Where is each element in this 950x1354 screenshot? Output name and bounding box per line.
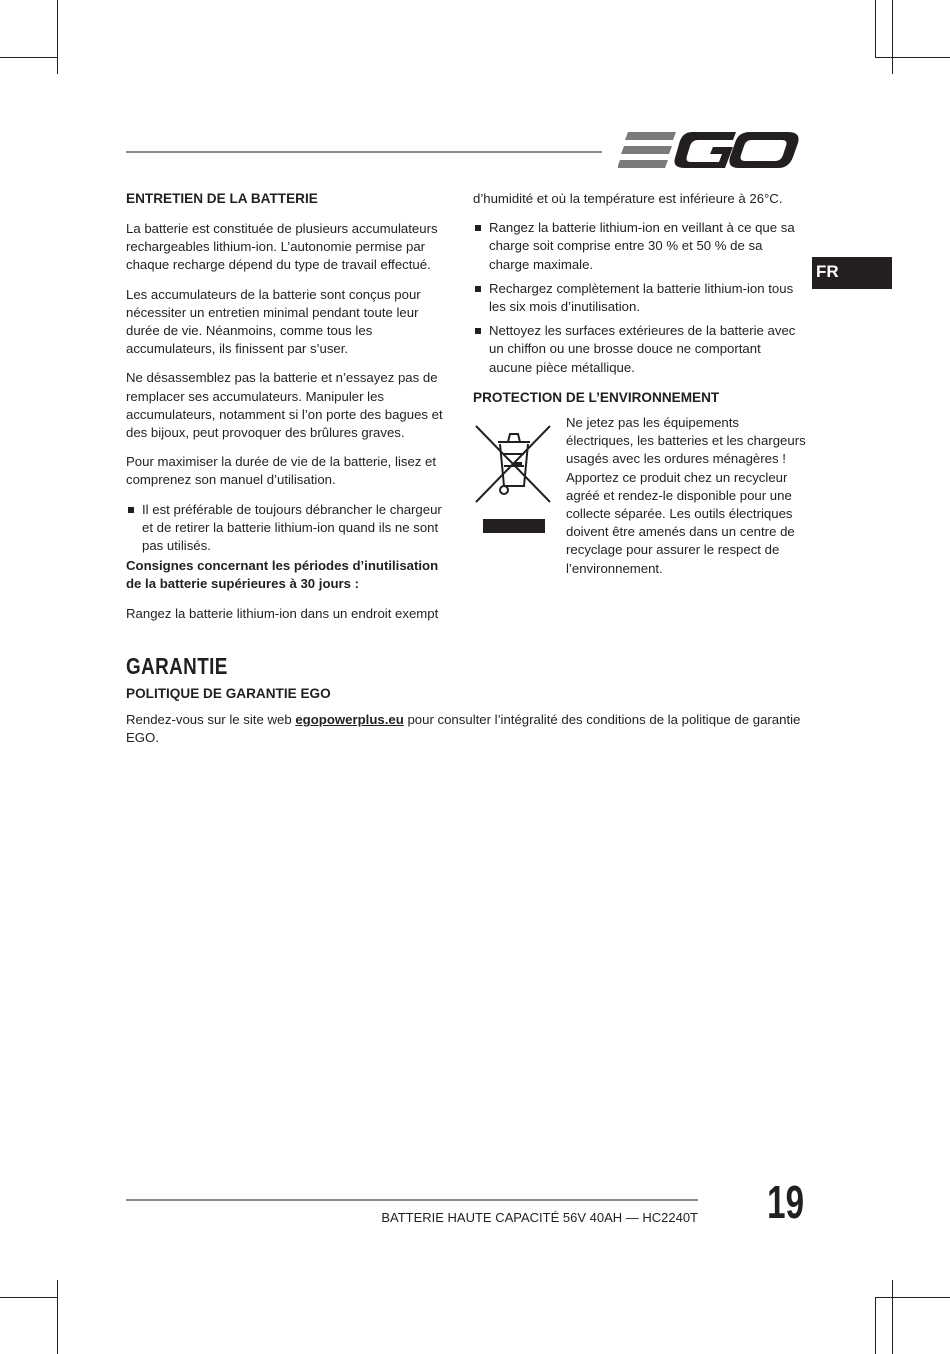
right-column <box>473 190 803 407</box>
ego-logo-graphic <box>618 128 800 174</box>
crop-mark <box>57 1280 58 1354</box>
crop-mark <box>875 0 876 57</box>
crop-mark <box>875 57 950 58</box>
bullet-icon <box>128 507 134 513</box>
paragraph: Les accumulateurs de la batterie sont conçus pour nécessiter un entretien minimal pendant toute leur durée de vie. Néanmoins, comme tous les accumulateurs, ils finissent par s’user. <box>126 286 421 357</box>
header-rule <box>126 151 602 153</box>
bullet-icon <box>475 225 481 231</box>
crossed-out-bin-icon <box>474 422 554 534</box>
warranty-text: pour consulter l’intégralité des conditions de la politique de garantie EGO. <box>126 712 801 746</box>
warranty-title: GARANTIE <box>126 653 228 679</box>
crop-mark <box>875 1297 876 1354</box>
ego-logo-o <box>729 132 798 168</box>
language-tab <box>812 257 892 289</box>
ego-logo-e <box>618 132 676 168</box>
crop-mark <box>892 0 893 74</box>
crop-mark <box>0 1297 57 1298</box>
list-item <box>473 280 803 316</box>
paragraph: Ne désassemblez pas la batterie et n’essayez pas de remplacer ses accumulateurs. Manipuler les accumulateurs, notamment si l’on porte des bagues et des bijoux, peut provoquer des brûlures graves. <box>126 370 443 441</box>
list-item <box>126 501 450 556</box>
crossed-out-bin-graphic <box>474 422 554 534</box>
paragraph: La batterie est constituée de plusieurs accumulateurs rechargeables lithium-ion. L’autonomie permise par chaque recharge dépend du type de travail effectué. <box>126 221 438 273</box>
paragraph-continued: d’humidité et où la température est inférieure à 26°C. <box>473 191 783 206</box>
paragraph: Rangez la batterie lithium-ion dans un endroit exempt <box>126 605 439 621</box>
warranty-text: Rendez-vous sur le site web <box>126 712 296 727</box>
crop-mark <box>892 1280 893 1354</box>
environment-text <box>566 414 806 578</box>
crop-mark <box>57 0 58 74</box>
list-item-text: Rechargez complètement la batterie lithium-ion tous les six mois d’inutilisation. <box>489 280 794 315</box>
footer-product: BATTERIE HAUTE CAPACITÉ 56V 40AH — HC2240T <box>381 1210 698 1225</box>
warranty-website-link[interactable]: egopowerplus.eu <box>295 712 404 727</box>
left-column <box>126 190 450 623</box>
language-tab-label: FR <box>816 262 839 281</box>
ego-logo <box>618 128 800 174</box>
warranty-subheading: POLITIQUE DE GARANTIE EGO <box>126 686 331 701</box>
crop-mark <box>875 1297 950 1298</box>
page-number: 19 <box>767 1176 804 1228</box>
list-item-text: Il est préférable de toujours débrancher le chargeur et de retirer la batterie lithium-ion quand ils ne sont pas utilisés. <box>142 501 442 554</box>
paragraph: Pour maximiser la durée de vie de la batterie, lisez et comprenez son manuel d’utilisation. <box>126 454 437 488</box>
list-item <box>473 219 803 274</box>
footer-rule <box>126 1199 698 1201</box>
warranty-section <box>126 652 806 747</box>
storage-subheading: Consignes concernant les périodes d’inutilisation de la batterie supérieures à 30 jours : <box>126 558 439 592</box>
section-heading-environment: PROTECTION DE L’ENVIRONNEMENT <box>473 389 720 405</box>
crop-mark <box>0 57 57 58</box>
list-item <box>473 322 803 377</box>
warranty-paragraph <box>126 711 806 747</box>
list-item-text: Rangez la batterie lithium-ion en veillant à ce que sa charge soit comprise entre 30 % et 50 % de sa charge maximale. <box>489 220 795 272</box>
paragraph: Ne jetez pas les équipements électriques, les batteries et les chargeurs usagés avec les ordures ménagères ! Apportez ce produit chez un recycleur agréé et rendez-le disponible pour une collecte séparée. Les outils électriques doivent être amenés dans un centre de recyclage pour assurer le respect de l’environnement. <box>566 415 806 576</box>
bullet-icon <box>475 286 481 292</box>
ego-logo-g <box>674 132 736 168</box>
section-heading-battery-maintenance: ENTRETIEN DE LA BATTERIE <box>126 191 318 206</box>
bullet-icon <box>475 328 481 334</box>
list-item-text: Nettoyez les surfaces extérieures de la batterie avec un chiffon ou une brosse douce ne comportant aucune pièce métallique. <box>489 323 796 375</box>
